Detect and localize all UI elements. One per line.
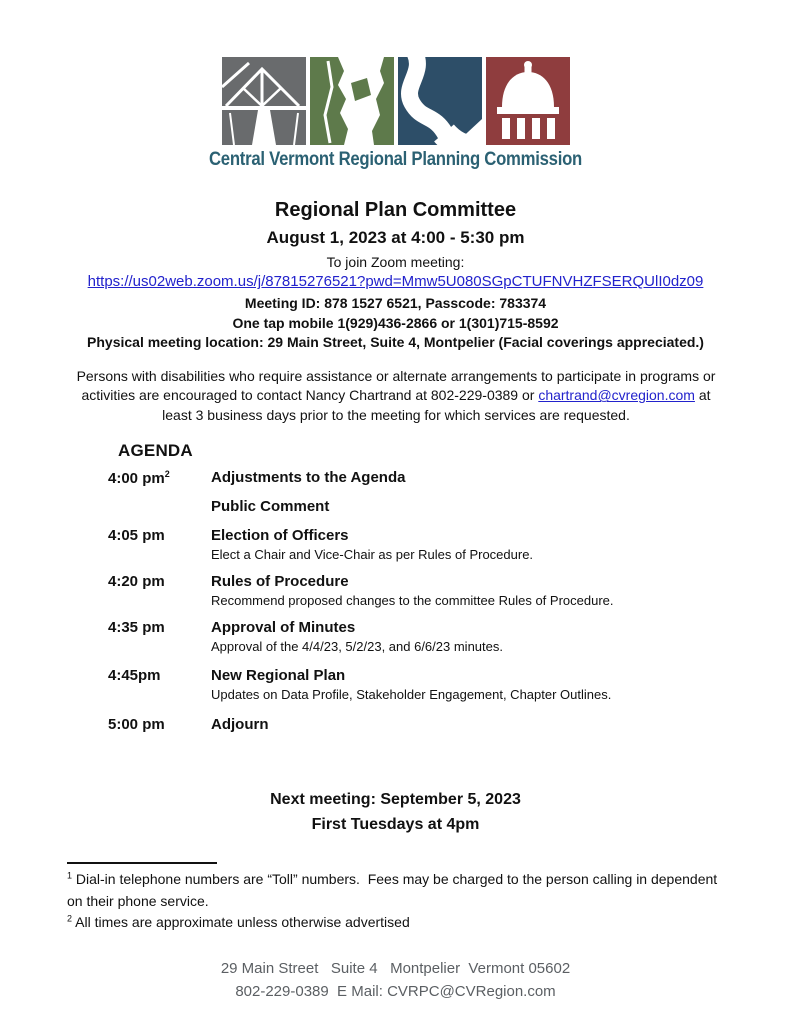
agenda-item-title: Approval of Minutes: [211, 619, 356, 636]
agenda-item-desc: Updates on Data Profile, Stakeholder Engagement, Chapter Outlines.: [211, 687, 612, 702]
one-tap-line: One tap mobile 1(929)436-2866 or 1(301)715-8592: [232, 314, 559, 331]
page-title: Regional Plan Committee: [274, 199, 517, 221]
agenda-item-title: Rules of Procedure: [211, 573, 349, 590]
agenda-item-desc: Approval of the 4/4/23, 5/2/23, and 6/6/23 minutes.: [211, 639, 503, 654]
footer-address: 29 Main Street Suite 4 Montpelier Vermont 05602: [220, 960, 571, 977]
agenda-row: [108, 667, 728, 702]
logo-tiles: [0, 57, 791, 145]
agenda-section: [108, 441, 728, 744]
meeting-id-line: Meeting ID: 878 1527 6521, Passcode: 783374: [244, 295, 547, 312]
agenda-row: [108, 619, 728, 654]
footnote-1-marker: 1: [67, 870, 73, 881]
agenda-row: [108, 716, 728, 733]
agenda-row: [108, 573, 728, 608]
cvrpc-logo: [0, 57, 791, 171]
meeting-header: [0, 197, 791, 353]
footnote-2-marker: 2: [67, 913, 73, 924]
agenda-time: 4:05 pm: [108, 527, 165, 544]
accessibility-notice: [66, 367, 726, 425]
agenda-time: 4:35 pm: [108, 619, 165, 636]
footnote-separator: [67, 862, 217, 864]
physical-location-line: Physical meeting location: 29 Main Street, Suite 4, Montpelier (Facial coverings appreciated.): [87, 334, 704, 351]
agenda-row: [108, 469, 728, 487]
org-name: Central Vermont Regional Planning Commission: [208, 149, 583, 170]
footer-contact: 802-229-0389 E Mail: CVRPC@CVRegion.com: [235, 982, 556, 1000]
agenda-time: 4:00 $pm^2$: [108, 469, 170, 487]
footnote-1: $^1$ Dial-in telephone numbers are “Toll” numbers. Fees may be charged to the person calling in dependent on their phone service.: [67, 870, 722, 909]
footnote-2-marker: 2: [164, 469, 170, 479]
zoom-meeting-link[interactable]: https://us02web.zoom.us/j/87815276521?pwd=Mmw5U080SGpCTUFNVHZFSERQUlI0dz09: [87, 273, 704, 291]
agenda-item-desc: Elect a Chair and Vice-Chair as per Rules of Procedure.: [211, 547, 534, 562]
accessibility-text-after: at least 3 business days prior to the meeting for which services are requested.: [162, 387, 711, 423]
accessibility-text-before: Persons with disabilities who require assistance or alternate arrangements to participate in programs or activities are encouraged to contact Nancy Chartrand at 802-229-0389 or: [76, 368, 716, 404]
agenda-heading: AGENDA: [118, 441, 193, 460]
contact-email-link[interactable]: chartrand@cvregion.com: [538, 387, 695, 404]
river-icon: [398, 57, 482, 145]
agenda-time: 4:45pm: [108, 667, 161, 684]
zoom-intro-label: To join Zoom meeting:: [326, 253, 465, 270]
capitol-dome-icon: [486, 57, 570, 145]
agenda-row: [108, 498, 728, 515]
agenda-item-title: Adjourn: [211, 716, 269, 733]
agenda-item-title: Public Comment: [211, 498, 330, 515]
next-meeting-block: [0, 788, 791, 838]
agenda-item-desc: Recommend proposed changes to the committee Rules of Procedure.: [211, 593, 614, 608]
footnote-2: $^2$ All times are approximate unless otherwise advertised: [67, 913, 410, 931]
agenda-item-title: Election of Officers: [211, 527, 349, 544]
next-meeting-line: Next meeting: September 5, 2023: [270, 791, 521, 808]
agenda-time: 5:00 pm: [108, 716, 165, 733]
agenda-item-title: New Regional Plan: [211, 667, 346, 684]
agenda-row: [108, 527, 728, 562]
document-footer: [0, 958, 791, 1003]
next-meeting-frequency: First Tuesdays at 4pm: [311, 815, 480, 833]
meeting-datetime: August 1, 2023 at 4:00 - 5:30 pm: [266, 228, 525, 248]
bridge-truss-icon: [222, 57, 306, 145]
agenda-time: [108, 498, 211, 515]
agenda-time: 4:20 pm: [108, 573, 165, 590]
agenda-item-title: Adjustments to the Agenda: [211, 469, 406, 486]
vermont-map-icon: [310, 57, 394, 145]
footnotes: [67, 869, 722, 934]
